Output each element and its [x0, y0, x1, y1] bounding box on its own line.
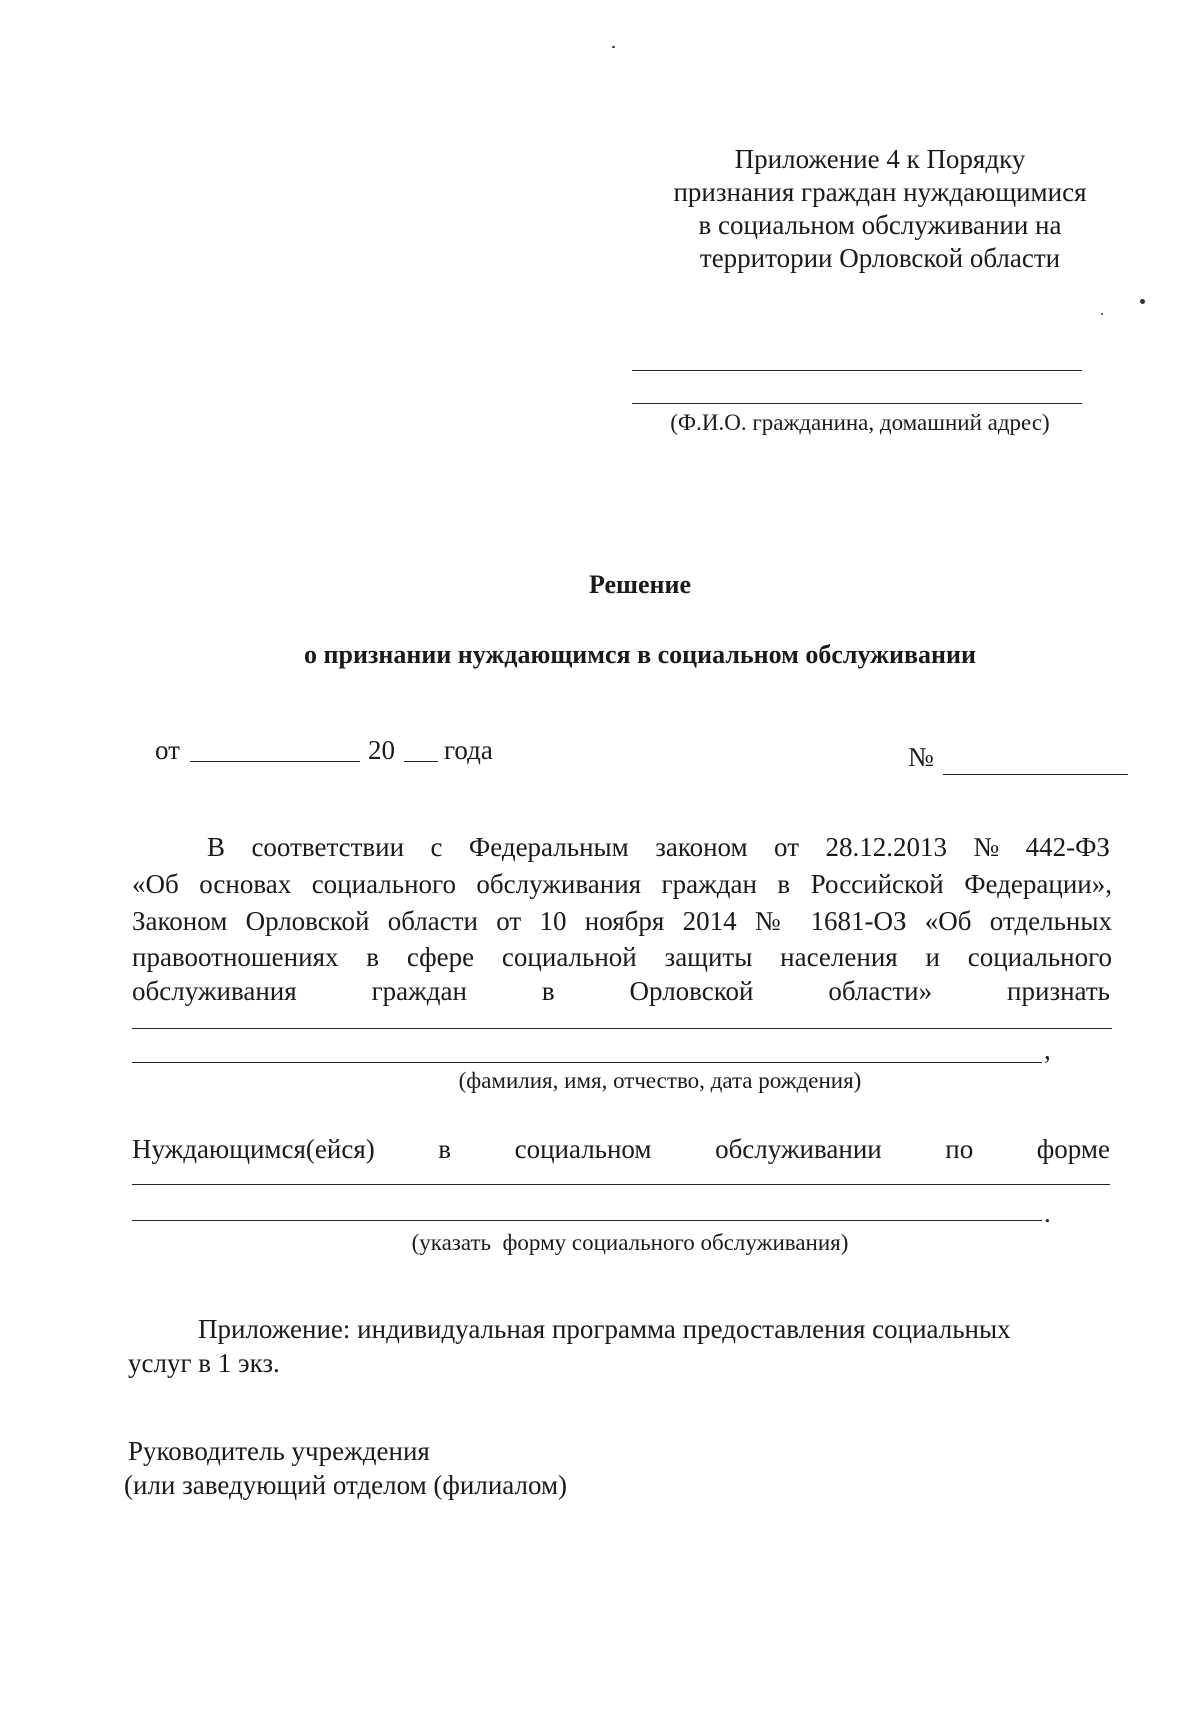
body-word: обслуживания: [132, 976, 297, 1006]
decision-number-field[interactable]: [943, 774, 1128, 775]
document-title: Решение: [588, 570, 692, 599]
annex-header-line: Приложение 4 к Порядку: [734, 144, 1026, 174]
recipient-name-field[interactable]: [632, 370, 1082, 371]
needy-word: форме: [1036, 1134, 1110, 1164]
signature-subtitle: (или заведующий отделом (филиалом): [124, 1470, 568, 1500]
scan-speck: [1140, 299, 1145, 304]
body-line: «Об основах социального обслуживания граждан в Российской Федерации»,: [132, 869, 1112, 899]
body-word: В: [207, 832, 226, 862]
signature-title: Руководитель учреждения: [128, 1436, 430, 1466]
body-word: №: [973, 832, 1000, 862]
body-word: от: [774, 832, 799, 862]
date-year-field[interactable]: [404, 761, 438, 762]
body-word: 28.12.2013: [825, 832, 947, 862]
body-word: области»: [828, 976, 933, 1006]
body-word: законом: [655, 832, 748, 862]
annex-header: [660, 143, 1100, 275]
name-field-caption: (фамилия, имя, отчество, дата рождения): [458, 1068, 862, 1093]
citizen-birthdate-field[interactable]: [132, 1062, 1042, 1063]
recipient-address-field[interactable]: [632, 403, 1082, 404]
scan-speck: [1101, 313, 1103, 315]
needy-word: Нуждающимся(ейся): [132, 1134, 375, 1164]
date-year-prefix: 20: [368, 735, 395, 765]
date-suffix: года: [444, 735, 493, 765]
service-form-field-2[interactable]: [132, 1220, 1042, 1221]
body-word: признать: [1007, 976, 1110, 1006]
annex-header-line: территории Орловской области: [699, 243, 1061, 273]
body-word: Орловской: [629, 976, 754, 1006]
service-form-field[interactable]: [132, 1184, 1110, 1185]
form-field-caption: (указать форму социального обслуживания): [411, 1230, 849, 1255]
body-word: 442-ФЗ: [1025, 832, 1110, 862]
needy-word: по: [945, 1134, 974, 1164]
body-word: с: [430, 832, 443, 862]
recipient-caption: (Ф.И.О. гражданина, домашний адрес): [670, 410, 1050, 435]
body-word: соответствии: [251, 832, 405, 862]
name-field-comma: ,: [1044, 1035, 1051, 1065]
date-prefix: от: [155, 735, 180, 765]
document-subtitle: о признании нуждающимся в социальном обслуживании: [304, 640, 976, 669]
form-field-period: .: [1044, 1198, 1051, 1228]
body-word: в: [541, 976, 555, 1006]
needy-word: социальном: [514, 1134, 652, 1164]
scan-speck: [612, 46, 615, 48]
appendix-line: Приложение: индивидуальная программа предоставления социальных: [198, 1314, 1011, 1344]
appendix-line: услуг в 1 экз.: [128, 1348, 280, 1378]
number-sign: №: [908, 742, 934, 772]
body-line: Законом Орловской области от 10 ноября 2014 № 1681-ОЗ «Об отдельных: [132, 906, 1112, 936]
body-line: [132, 830, 1110, 864]
body-line: правоотношениях в сфере социальной защиты населения и социального: [132, 942, 1112, 972]
citizen-name-field[interactable]: [132, 1028, 1112, 1029]
annex-header-line: признания граждан нуждающимися: [673, 177, 1087, 207]
annex-header-line: в социальном обслуживании на: [698, 210, 1062, 240]
body-line: [132, 974, 1110, 1008]
needy-word: обслуживании: [715, 1134, 882, 1164]
needy-line: [132, 1132, 1110, 1166]
needy-word: в: [438, 1134, 452, 1164]
date-day-month-field[interactable]: [190, 761, 360, 762]
body-word: Федеральным: [468, 832, 629, 862]
body-word: граждан: [371, 976, 467, 1006]
